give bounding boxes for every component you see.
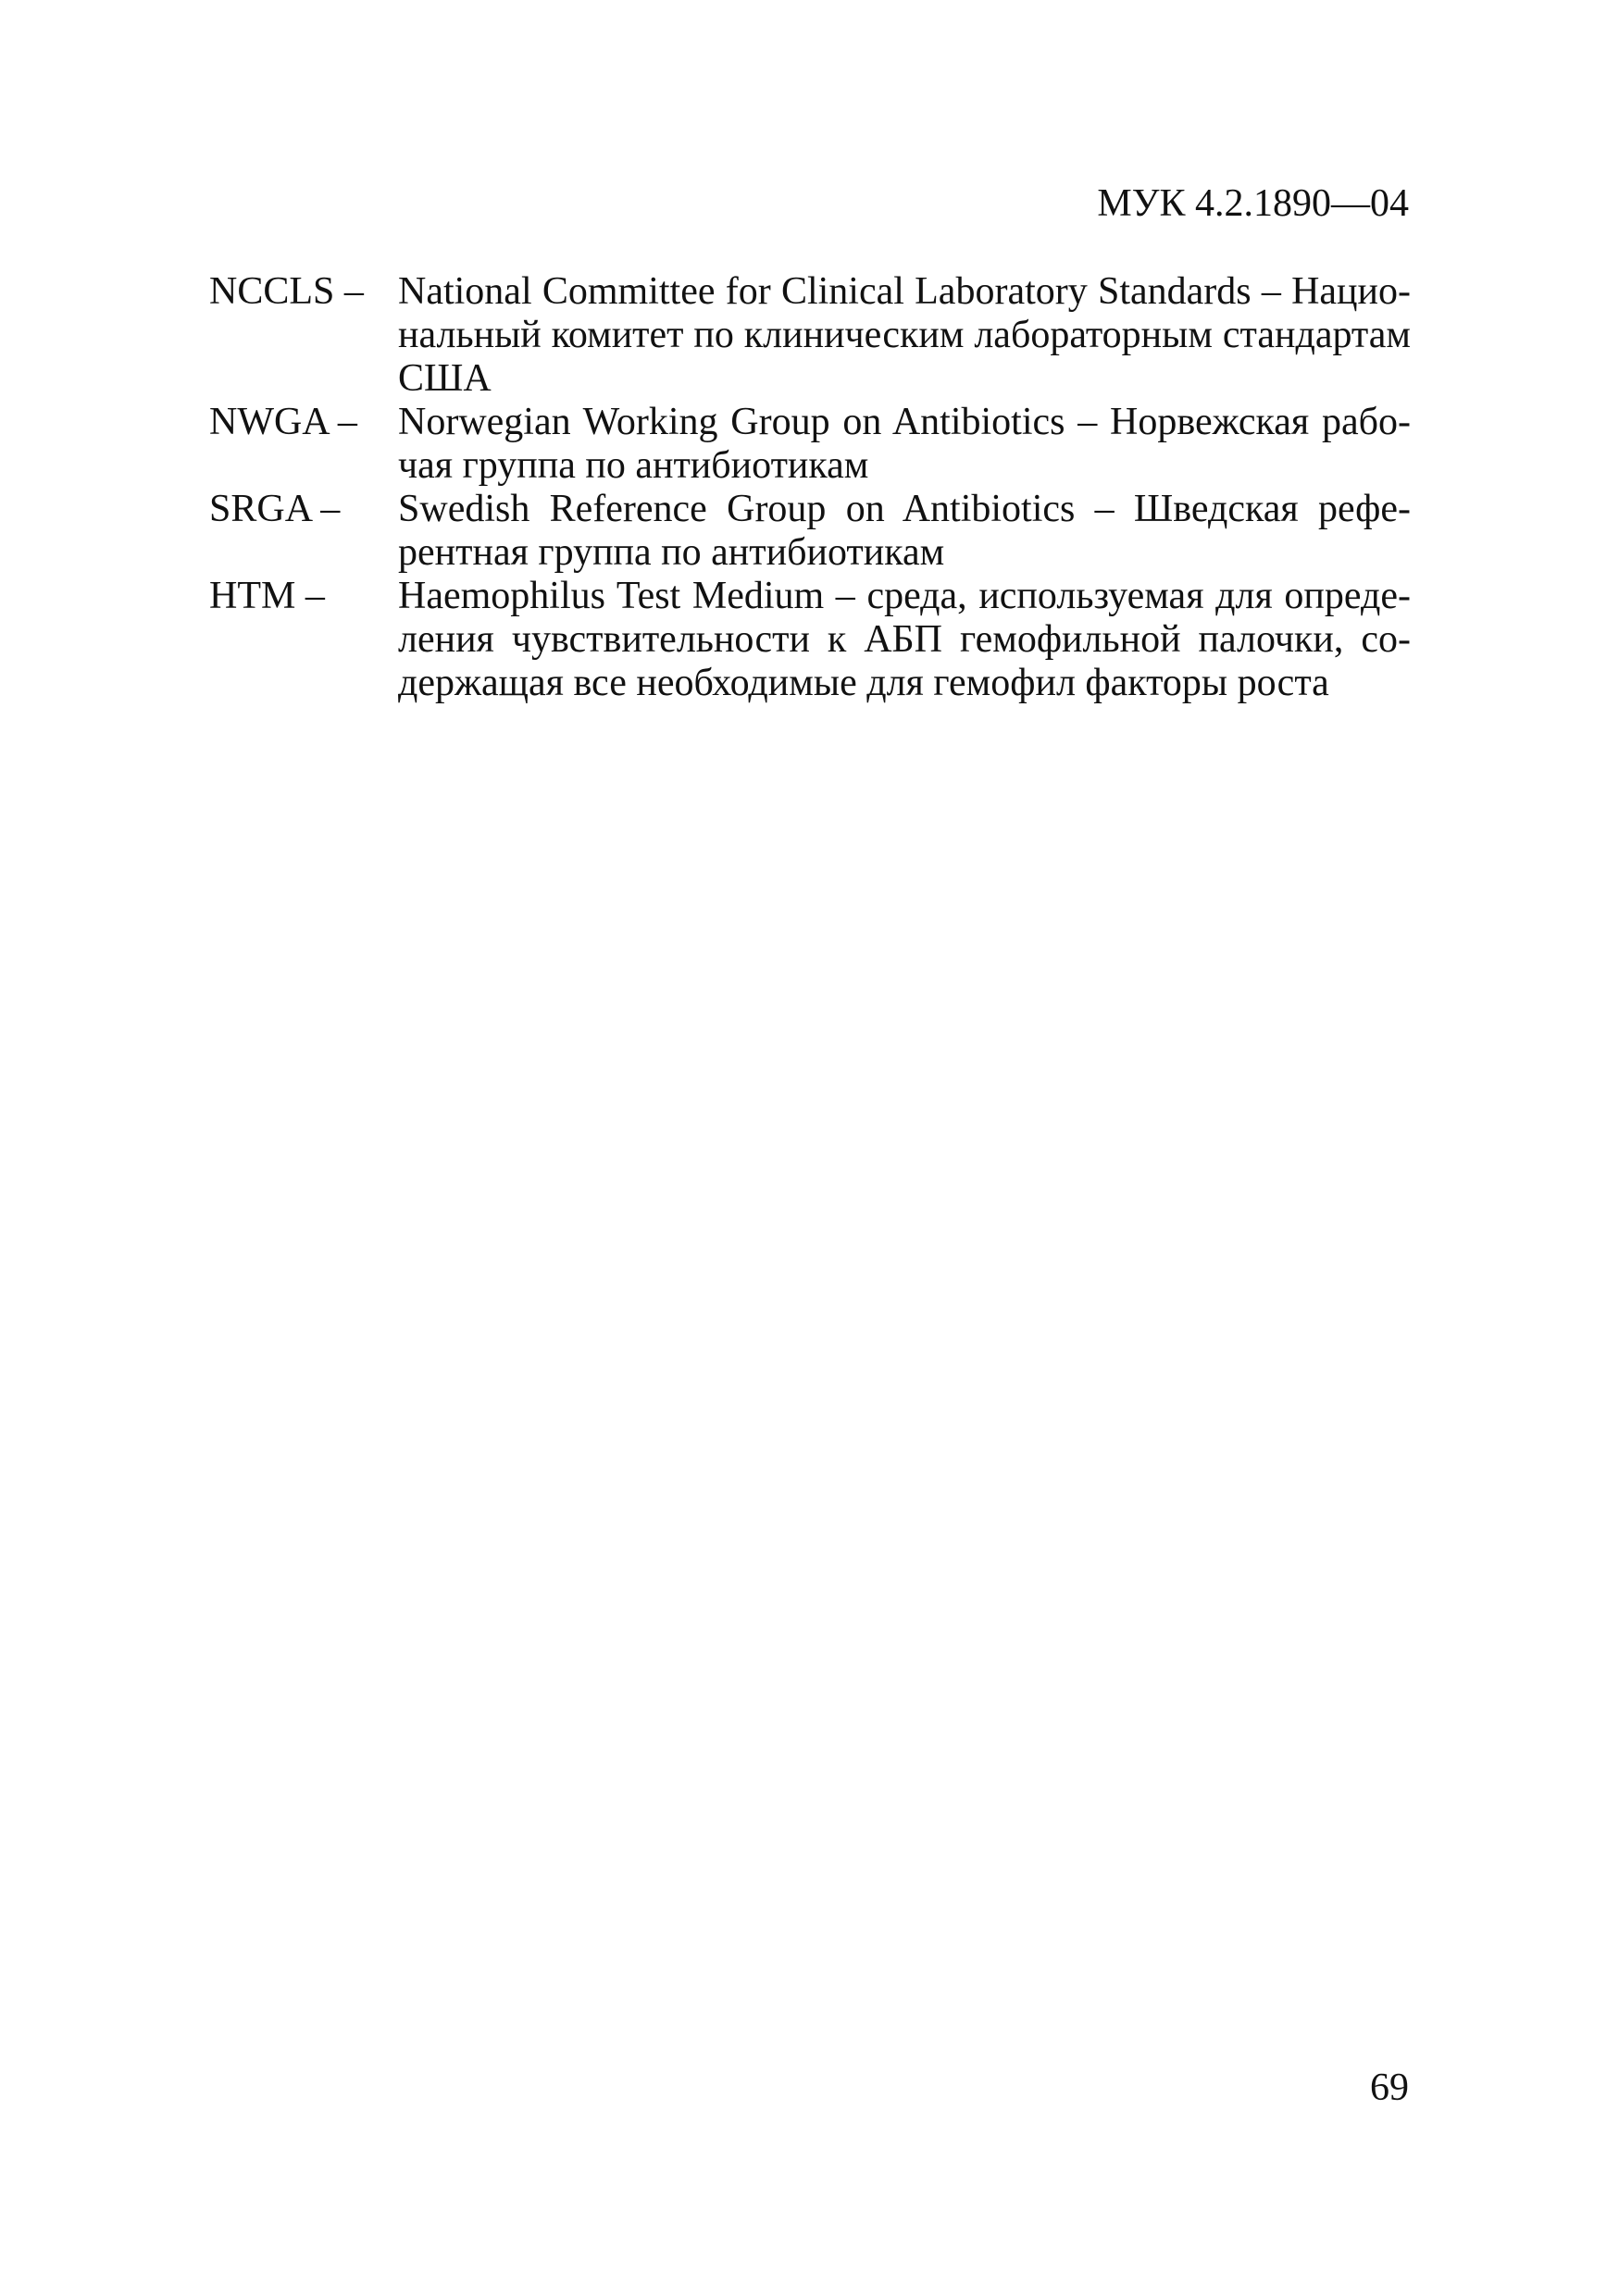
abbreviation-entry-nwga <box>209 401 1411 488</box>
description-line: National Committee for Clinical Laboratory Standards – Нацио- <box>398 270 1411 313</box>
description-line: держащая все необходимые для гемофил факторы роста <box>398 662 1329 704</box>
abbreviation-entry-srga <box>209 488 1411 575</box>
description-line: нальный комитет по клиническим лабораторным стандартам <box>398 314 1411 356</box>
description-line: ления чувствительности к АБП гемофильной палочки, со- <box>398 618 1411 661</box>
abbreviation-description <box>398 401 1411 488</box>
abbreviation-term: NCCLS – <box>209 270 364 313</box>
abbreviation-description <box>398 270 1411 401</box>
abbreviations-list <box>209 270 1411 705</box>
abbreviation-description <box>398 575 1411 705</box>
page-number: 69 <box>1370 2066 1409 2109</box>
description-line: Norwegian Working Group on Antibiotics – Норвежская рабо- <box>398 401 1411 443</box>
description-line: чая группа по антибиотикам <box>398 444 869 487</box>
abbreviation-term: HTM – <box>209 575 325 617</box>
abbreviation-term: SRGA – <box>209 488 341 530</box>
abbreviation-description <box>398 488 1411 575</box>
description-line: Haemophilus Test Medium – среда, используемая для опреде- <box>398 575 1411 617</box>
abbreviation-entry-nccls <box>209 270 1411 401</box>
description-line: США <box>398 357 492 400</box>
document-code-header: МУК 4.2.1890—04 <box>1097 182 1409 225</box>
abbreviation-term: NWGA – <box>209 401 357 443</box>
description-line: рентная группа по антибиотикам <box>398 531 945 574</box>
abbreviation-entry-htm <box>209 575 1411 705</box>
description-line: Swedish Reference Group on Antibiotics – Шведская рефе- <box>398 488 1411 530</box>
